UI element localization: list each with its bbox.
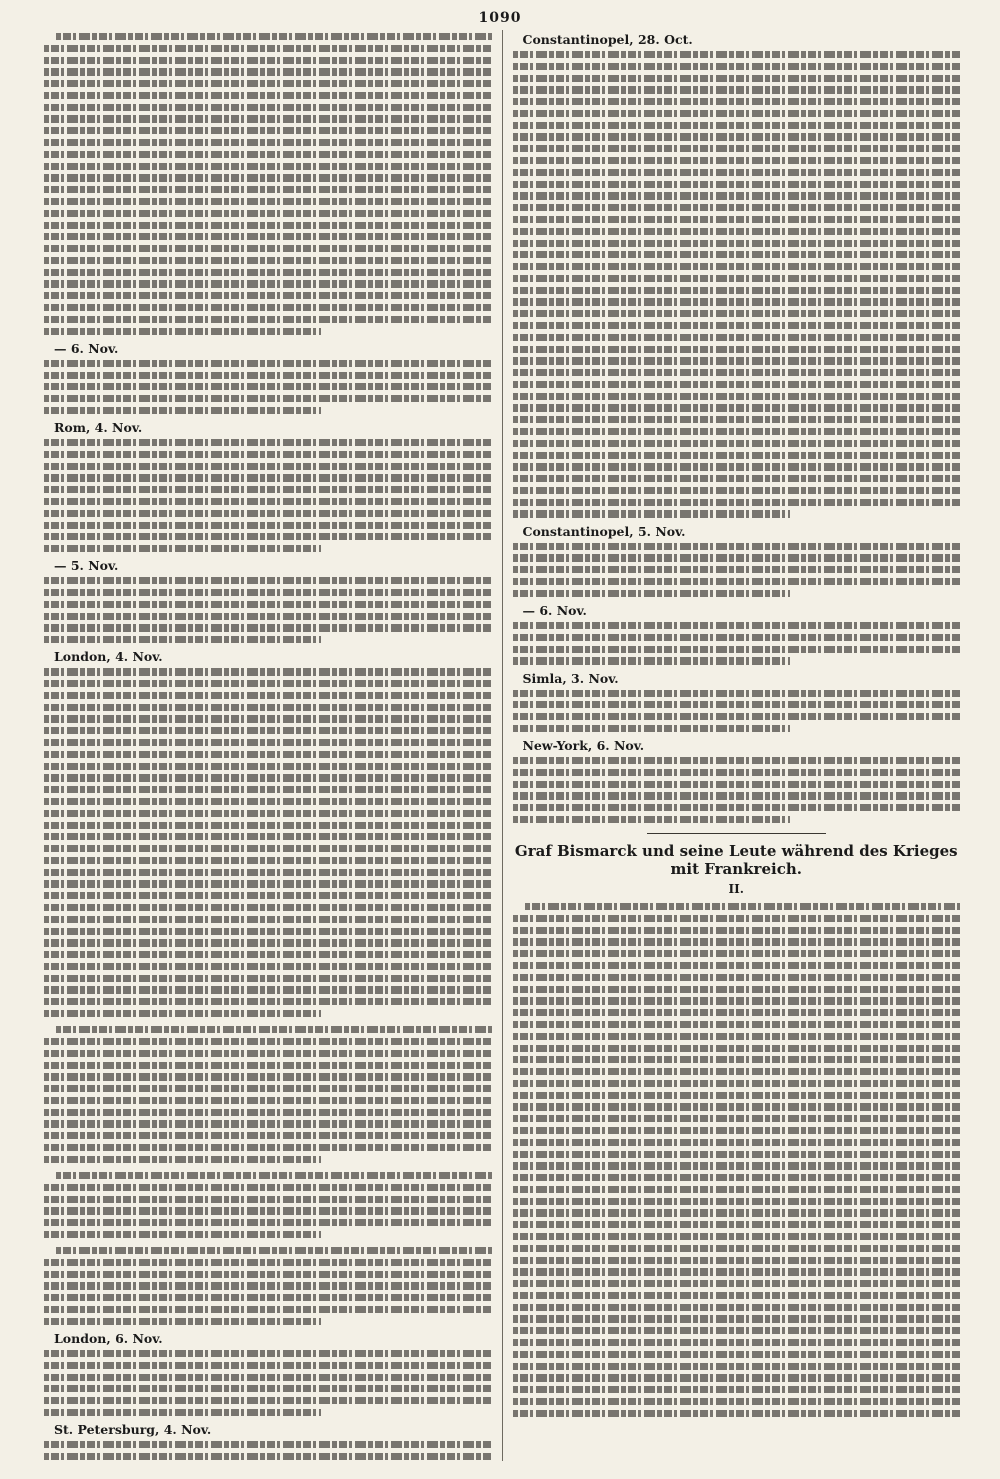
text-line: [513, 1209, 961, 1216]
text-line: [513, 404, 961, 411]
text-line: [513, 1009, 961, 1016]
text-line: [44, 786, 492, 793]
text-line: [513, 228, 961, 235]
text-line: [513, 1056, 961, 1063]
text-line: [44, 1097, 492, 1104]
text-line: [44, 1374, 492, 1381]
news-text: [44, 574, 492, 643]
text-line: [513, 1292, 961, 1299]
text-line: [44, 739, 492, 746]
news-dateline: Constantinopel, 5. Nov.: [522, 523, 686, 539]
text-line: [513, 51, 961, 58]
text-line: [513, 510, 790, 517]
news-item: [44, 1244, 492, 1325]
text-line: [44, 1397, 492, 1404]
text-line: [513, 554, 961, 561]
text-line: [44, 975, 492, 982]
news-item: [513, 671, 961, 733]
text-line: [44, 316, 492, 323]
text-line: [44, 486, 492, 493]
text-line: [513, 393, 961, 400]
text-line: [513, 122, 961, 129]
text-line: [44, 624, 492, 631]
text-line: [513, 757, 961, 764]
news-item: [44, 1422, 492, 1461]
text-line: [513, 381, 961, 388]
text-line: [513, 181, 961, 188]
text-line: [56, 1026, 492, 1033]
news-text: [44, 1023, 492, 1163]
news-text: [513, 754, 961, 823]
text-line: [44, 45, 492, 52]
feature-text: [513, 900, 961, 1417]
news-item: [44, 1169, 492, 1238]
text-line: [44, 80, 492, 87]
text-line: [513, 440, 961, 447]
news-text: [44, 436, 492, 552]
news-text: [44, 1347, 492, 1416]
text-line: [513, 997, 961, 1004]
news-dateline: — 6. Nov.: [54, 340, 119, 356]
news-item: [44, 649, 492, 1017]
news-text: [513, 687, 961, 733]
text-line: [44, 1196, 492, 1203]
columns: [44, 30, 960, 1461]
text-line: [513, 792, 961, 799]
text-line: [44, 1156, 321, 1163]
news-item: [513, 603, 961, 665]
text-line: [513, 216, 961, 223]
news-dateline: St. Petersburg, 4. Nov.: [54, 1422, 212, 1438]
news-text: [44, 665, 492, 1017]
text-line: [513, 1351, 961, 1358]
text-line: [513, 1139, 961, 1146]
text-line: [513, 369, 961, 376]
news-item: [44, 1331, 492, 1416]
text-line: [44, 636, 321, 643]
text-line: [513, 962, 961, 969]
text-line: [513, 1221, 961, 1228]
text-line: [513, 713, 961, 720]
text-line: [44, 1385, 492, 1392]
text-line: [44, 474, 492, 481]
text-line: [513, 98, 961, 105]
feature-title: Graf Bismarck und seine Leute während des Krieges mit Frankreich.: [514, 842, 958, 879]
text-line: [44, 328, 321, 335]
news-item: [513, 32, 961, 518]
text-line: [44, 269, 492, 276]
text-line: [513, 157, 961, 164]
text-line: [513, 938, 961, 945]
text-line: [44, 1350, 492, 1357]
news-dateline: — 6. Nov.: [522, 602, 587, 618]
news-text: [44, 1438, 492, 1461]
right-column-news: [513, 32, 961, 823]
text-line: [44, 1207, 492, 1214]
news-text: [44, 1244, 492, 1325]
news-item: [44, 1023, 492, 1163]
text-line: [44, 904, 492, 911]
news-dateline: Simla, 3. Nov.: [522, 670, 619, 686]
text-line: [513, 1115, 961, 1122]
text-line: [44, 857, 492, 864]
text-line: [44, 174, 492, 181]
text-line: [513, 578, 961, 585]
text-line: [513, 1374, 961, 1381]
text-line: [513, 1257, 961, 1264]
text-line: [44, 916, 492, 923]
text-line: [513, 1363, 961, 1370]
text-line: [513, 690, 961, 697]
text-line: [44, 1109, 492, 1116]
text-line: [44, 463, 492, 470]
text-line: [513, 974, 961, 981]
text-line: [44, 869, 492, 876]
news-dateline: Rom, 4. Nov.: [54, 420, 143, 436]
text-line: [44, 1010, 321, 1017]
text-line: [44, 407, 321, 414]
text-line: [513, 1339, 961, 1346]
text-line: [44, 704, 492, 711]
text-line: [44, 1318, 321, 1325]
text-line: [44, 1120, 492, 1127]
text-line: [44, 451, 492, 458]
text-line: [513, 590, 790, 597]
page-number: 1090: [478, 10, 522, 26]
left-column: [44, 30, 502, 1461]
text-line: [44, 928, 492, 935]
text-line: [513, 1021, 961, 1028]
text-line: [44, 115, 492, 122]
news-dateline: — 5. Nov.: [54, 558, 119, 574]
text-line: [513, 204, 961, 211]
text-line: [513, 1080, 961, 1087]
news-item: [513, 524, 961, 597]
text-line: [44, 822, 492, 829]
text-line: [513, 1068, 961, 1075]
news-item: [513, 738, 961, 823]
news-dateline: New-York, 6. Nov.: [522, 738, 645, 754]
text-line: [513, 487, 961, 494]
news-text: [513, 48, 961, 518]
text-line: [44, 57, 492, 64]
text-line: [44, 939, 492, 946]
text-line: [513, 1327, 961, 1334]
text-line: [44, 892, 492, 899]
text-line: [44, 880, 492, 887]
text-line: [513, 725, 790, 732]
text-line: [44, 233, 492, 240]
text-line: [44, 1073, 492, 1080]
text-line: [44, 833, 492, 840]
text-line: [44, 104, 492, 111]
text-line: [44, 1306, 492, 1313]
text-line: [513, 950, 961, 957]
text-line: [513, 1198, 961, 1205]
text-line: [44, 127, 492, 134]
news-item: [44, 30, 492, 335]
text-line: [513, 646, 961, 653]
text-line: [513, 1245, 961, 1252]
news-item: [44, 341, 492, 414]
text-line: [513, 1103, 961, 1110]
text-line: [513, 634, 961, 641]
text-line: [513, 1410, 961, 1417]
news-text: [44, 1169, 492, 1238]
text-line: [513, 1186, 961, 1193]
text-line: [44, 1038, 492, 1045]
text-line: [513, 804, 961, 811]
text-line: [513, 499, 961, 506]
text-line: [513, 298, 961, 305]
text-line: [513, 1304, 961, 1311]
text-line: [44, 360, 492, 367]
text-line: [44, 727, 492, 734]
text-line: [513, 416, 961, 423]
text-line: [44, 222, 492, 229]
text-line: [513, 251, 961, 258]
text-line: [44, 715, 492, 722]
text-line: [44, 304, 492, 311]
text-line: [44, 601, 492, 608]
text-line: [56, 1172, 492, 1179]
text-line: [44, 668, 492, 675]
text-line: [44, 210, 492, 217]
text-line: [513, 75, 961, 82]
text-line: [513, 240, 961, 247]
text-line: [513, 1033, 961, 1040]
text-line: [44, 692, 492, 699]
text-line: [513, 781, 961, 788]
text-line: [513, 816, 790, 823]
text-line: [44, 1441, 492, 1448]
text-line: [44, 383, 492, 390]
text-line: [44, 245, 492, 252]
text-line: [44, 68, 492, 75]
text-line: [513, 986, 961, 993]
text-line: [44, 1085, 492, 1092]
text-line: [44, 163, 492, 170]
text-line: [44, 1062, 492, 1069]
text-line: [44, 1282, 492, 1289]
text-line: [44, 1050, 492, 1057]
text-line: [44, 1231, 321, 1238]
text-line: [513, 769, 961, 776]
news-text: [513, 619, 961, 665]
text-line: [44, 680, 492, 687]
news-item: [44, 558, 492, 643]
news-dateline: London, 6. Nov.: [54, 1330, 163, 1346]
text-line: [525, 903, 961, 910]
text-line: [513, 1151, 961, 1158]
text-line: [513, 133, 961, 140]
text-line: [44, 774, 492, 781]
text-line: [513, 622, 961, 629]
news-text: [513, 540, 961, 597]
text-line: [513, 1280, 961, 1287]
text-line: [44, 1144, 492, 1151]
text-line: [513, 310, 961, 317]
text-line: [513, 346, 961, 353]
text-line: [513, 334, 961, 341]
news-text: [44, 357, 492, 414]
text-line: [513, 1092, 961, 1099]
text-line: [513, 322, 961, 329]
text-line: [44, 963, 492, 970]
text-line: [513, 428, 961, 435]
text-line: [44, 577, 492, 584]
text-line: [56, 1247, 492, 1254]
text-line: [513, 1233, 961, 1240]
text-line: [44, 1453, 492, 1460]
text-line: [513, 86, 961, 93]
news-text: [44, 30, 492, 335]
text-line: [44, 292, 492, 299]
text-line: [513, 543, 961, 550]
text-line: [44, 951, 492, 958]
text-line: [513, 275, 961, 282]
text-line: [44, 395, 492, 402]
text-line: [513, 1386, 961, 1393]
text-line: [513, 566, 961, 573]
text-line: [56, 33, 492, 40]
text-line: [44, 1184, 492, 1191]
text-line: [513, 701, 961, 708]
text-line: [44, 763, 492, 770]
right-column: [503, 30, 961, 1461]
text-line: [513, 1162, 961, 1169]
text-line: [44, 986, 492, 993]
text-line: [513, 927, 961, 934]
text-line: [513, 145, 961, 152]
text-line: [44, 589, 492, 596]
text-line: [44, 522, 492, 529]
text-line: [513, 1398, 961, 1405]
text-line: [44, 280, 492, 287]
text-line: [44, 533, 492, 540]
text-line: [513, 657, 790, 664]
text-line: [44, 372, 492, 379]
text-line: [513, 192, 961, 199]
text-line: [44, 1219, 492, 1226]
news-item: [44, 420, 492, 552]
text-line: [44, 1294, 492, 1301]
text-line: [513, 1268, 961, 1275]
text-line: [44, 1362, 492, 1369]
text-line: [513, 1174, 961, 1181]
text-line: [513, 1127, 961, 1134]
text-line: [513, 169, 961, 176]
text-line: [513, 463, 961, 470]
text-line: [44, 998, 492, 1005]
text-line: [44, 498, 492, 505]
news-dateline: London, 4. Nov.: [54, 649, 163, 665]
text-line: [44, 151, 492, 158]
text-line: [44, 751, 492, 758]
text-line: [44, 545, 321, 552]
text-line: [513, 475, 961, 482]
text-line: [44, 139, 492, 146]
text-line: [44, 810, 492, 817]
text-line: [513, 452, 961, 459]
news-dateline: Constantinopel, 28. Oct.: [522, 32, 693, 47]
text-line: [44, 510, 492, 517]
text-line: [513, 357, 961, 364]
feature-body: [513, 900, 961, 1417]
text-line: [44, 798, 492, 805]
text-line: [44, 92, 492, 99]
text-line: [44, 198, 492, 205]
text-line: [513, 1315, 961, 1322]
text-line: [44, 257, 492, 264]
text-line: [513, 1045, 961, 1052]
text-line: [44, 1259, 492, 1266]
text-line: [44, 1132, 492, 1139]
text-line: [513, 110, 961, 117]
text-line: [44, 613, 492, 620]
text-line: [44, 186, 492, 193]
text-line: [513, 287, 961, 294]
feature-numeral: II.: [728, 882, 744, 897]
text-line: [44, 439, 492, 446]
text-line: [44, 845, 492, 852]
text-line: [513, 263, 961, 270]
text-line: [513, 63, 961, 70]
section-rule: [647, 833, 826, 834]
text-line: [44, 1271, 492, 1278]
text-line: [44, 1409, 321, 1416]
text-line: [513, 915, 961, 922]
